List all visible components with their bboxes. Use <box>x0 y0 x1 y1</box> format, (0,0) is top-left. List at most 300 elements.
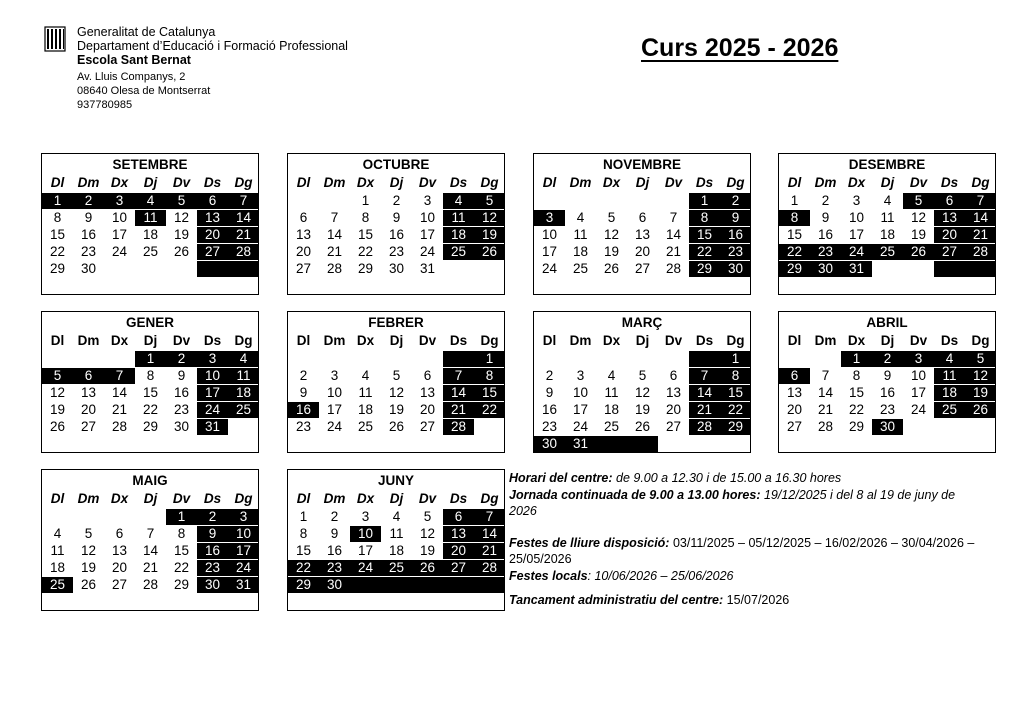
calendar-day: 6 <box>423 368 432 383</box>
calendar-day: 15 <box>142 385 159 400</box>
holiday-day: 7 <box>474 509 505 525</box>
calendar-day: 17 <box>111 227 128 242</box>
holiday-day: 6 <box>197 193 228 209</box>
calendar-day: 22 <box>848 402 865 417</box>
holiday-block <box>596 436 658 452</box>
holiday-block <box>689 351 720 367</box>
holiday-day: 9 <box>720 210 751 226</box>
weekday-dm: Dm <box>569 175 592 190</box>
admin-closure <box>509 592 979 608</box>
month-name: FEBRER <box>368 315 424 330</box>
holiday-day: 18 <box>934 385 965 401</box>
weekday-ds: Ds <box>695 175 714 190</box>
holiday-day: 10 <box>228 526 259 542</box>
calendar-day: 3 <box>361 509 370 524</box>
admin-closure-value: 15/07/2026 <box>723 593 790 607</box>
holiday-day: 25 <box>42 577 73 593</box>
month-desembre <box>778 153 996 295</box>
holiday-day: 8 <box>689 210 720 226</box>
calendar-day: 8 <box>299 526 308 541</box>
calendar-day: 6 <box>669 368 678 383</box>
holiday-day: 25 <box>381 560 412 576</box>
calendar-day: 26 <box>49 419 66 434</box>
holiday-day: 20 <box>934 227 965 243</box>
calendar-day: 29 <box>357 261 374 276</box>
holiday-day: 13 <box>934 210 965 226</box>
weekday-dg: Dg <box>971 175 990 190</box>
holiday-day: 4 <box>443 193 474 209</box>
month-name: MAIG <box>132 473 168 488</box>
calendar-day: 17 <box>541 244 558 259</box>
holiday-day: 25 <box>934 402 965 418</box>
month-name: OCTUBRE <box>362 157 430 172</box>
calendar-day: 19 <box>49 402 66 417</box>
weekday-dj: Dj <box>880 333 895 348</box>
school-hours-label: Horari del centre: <box>509 471 613 485</box>
calendar-day: 12 <box>419 526 436 541</box>
free-holidays-value: 03/11/2025 – 05/12/2025 – 16/02/2026 – 30/04/2026 – 25/05/2026 <box>509 536 975 566</box>
calendar-day: 16 <box>173 385 190 400</box>
calendar-day: 14 <box>817 385 834 400</box>
calendar-day: 21 <box>142 560 159 575</box>
calendar-day: 10 <box>848 210 865 225</box>
holiday-day: 28 <box>443 419 474 435</box>
weekday-dx: Dx <box>356 175 375 190</box>
holiday-day: 9 <box>197 526 228 542</box>
holiday-day: 30 <box>534 436 565 452</box>
month-maig <box>41 469 259 611</box>
calendar-day: 19 <box>910 227 927 242</box>
month-febrer <box>287 311 505 453</box>
holiday-day: 4 <box>934 351 965 367</box>
holiday-day: 7 <box>228 193 259 209</box>
weekday-dj: Dj <box>143 175 158 190</box>
holiday-day: 24 <box>197 402 228 418</box>
holiday-day: 23 <box>197 560 228 576</box>
weekday-dx: Dx <box>847 333 866 348</box>
calendar-day: 9 <box>392 210 401 225</box>
holiday-day: 3 <box>903 351 934 367</box>
weekday-dj: Dj <box>389 333 404 348</box>
holiday-day: 6 <box>73 368 104 384</box>
local-holidays-value: : 10/06/2026 – 25/06/2026 <box>587 569 734 583</box>
weekday-dj: Dj <box>389 175 404 190</box>
weekday-ds: Ds <box>940 175 959 190</box>
holiday-day: 1 <box>841 351 872 367</box>
calendar-day: 12 <box>80 543 97 558</box>
holiday-day: 15 <box>689 227 720 243</box>
weekday-dv: Dv <box>909 333 928 348</box>
month-abril <box>778 311 996 453</box>
holiday-day: 2 <box>197 509 228 525</box>
holiday-day: 24 <box>841 244 872 260</box>
month-setembre <box>41 153 259 295</box>
calendar-day: 18 <box>142 227 159 242</box>
calendar-day: 7 <box>821 368 830 383</box>
calendar-day: 9 <box>177 368 186 383</box>
weekday-dv: Dv <box>172 491 191 506</box>
month-gener <box>41 311 259 453</box>
calendar-day: 11 <box>880 210 895 225</box>
holiday-day: 10 <box>197 368 228 384</box>
holiday-day: 23 <box>319 560 350 576</box>
holiday-day: 2 <box>73 193 104 209</box>
holiday-day: 18 <box>228 385 259 401</box>
weekday-dv: Dv <box>664 175 683 190</box>
holiday-day: 14 <box>965 210 996 226</box>
calendar-day: 12 <box>388 385 405 400</box>
holiday-day: 5 <box>474 193 505 209</box>
holiday-block <box>443 351 474 367</box>
weekday-dm: Dm <box>77 333 100 348</box>
holiday-day: 29 <box>720 419 751 435</box>
calendar-day: 11 <box>389 526 404 541</box>
holiday-day: 23 <box>720 244 751 260</box>
holiday-day: 30 <box>810 261 841 277</box>
holiday-day: 5 <box>965 351 996 367</box>
weekday-ds: Ds <box>449 333 468 348</box>
holiday-block <box>934 261 996 277</box>
weekday-dj: Dj <box>880 175 895 190</box>
calendar-day: 13 <box>419 385 436 400</box>
holiday-day: 7 <box>689 368 720 384</box>
calendar-day: 25 <box>603 419 620 434</box>
calendar-day: 13 <box>786 385 803 400</box>
calendar-day: 12 <box>603 227 620 242</box>
holiday-day: 24 <box>228 560 259 576</box>
calendar-day: 8 <box>177 526 186 541</box>
weekday-dm: Dm <box>323 491 346 506</box>
holiday-day: 5 <box>42 368 73 384</box>
weekday-dj: Dj <box>389 491 404 506</box>
free-holidays <box>509 535 979 567</box>
weekday-dm: Dm <box>323 175 346 190</box>
holiday-day: 3 <box>197 351 228 367</box>
calendar-day: 9 <box>84 210 93 225</box>
holiday-day: 17 <box>228 543 259 559</box>
calendar-day: 7 <box>146 526 155 541</box>
calendar-day: 27 <box>665 419 682 434</box>
calendar-day: 9 <box>821 210 830 225</box>
calendar-day: 9 <box>299 385 308 400</box>
continuous-schedule-label: Jornada continuada de 9.00 a 13.00 hores: <box>509 488 761 502</box>
holiday-day: 29 <box>779 261 810 277</box>
weekday-dg: Dg <box>480 333 499 348</box>
holiday-day: 8 <box>720 368 751 384</box>
holiday-day: 22 <box>689 244 720 260</box>
calendar-day: 19 <box>173 227 190 242</box>
calendar-day: 4 <box>53 526 62 541</box>
weekday-dl: Dl <box>50 491 65 506</box>
holiday-day: 4 <box>135 193 166 209</box>
holiday-day: 22 <box>779 244 810 260</box>
month-name: SETEMBRE <box>112 157 188 172</box>
calendar-day: 10 <box>572 385 589 400</box>
calendar-day: 18 <box>603 402 620 417</box>
calendar-day: 4 <box>392 509 401 524</box>
calendar-day: 28 <box>326 261 343 276</box>
calendar-day: 8 <box>852 368 861 383</box>
calendar-day: 6 <box>638 210 647 225</box>
admin-closure-label: Tancament administratiu del centre: <box>509 593 724 607</box>
calendar-day: 1 <box>299 509 308 524</box>
school-phone: 937780985 <box>77 99 133 111</box>
holiday-day: 2 <box>720 193 751 209</box>
calendar-day: 30 <box>388 261 405 276</box>
calendar-day: 8 <box>53 210 62 225</box>
month-name: MARÇ <box>621 315 663 330</box>
holiday-day: 23 <box>810 244 841 260</box>
calendar-day: 10 <box>419 210 436 225</box>
weekday-ds: Ds <box>449 491 468 506</box>
department-name: Departament d’Educació i Formació Professional <box>77 39 348 53</box>
calendar-day: 13 <box>634 227 651 242</box>
month-octubre <box>287 153 505 295</box>
calendar-day: 23 <box>295 419 312 434</box>
weekday-dl: Dl <box>296 491 311 506</box>
calendar-day: 26 <box>173 244 190 259</box>
calendar-day: 29 <box>173 577 190 592</box>
calendar-day: 31 <box>419 261 436 276</box>
calendar-day: 26 <box>603 261 620 276</box>
holiday-day: 22 <box>288 560 319 576</box>
calendar-day: 26 <box>388 419 405 434</box>
calendar-day: 18 <box>357 402 374 417</box>
weekday-dl: Dl <box>787 333 802 348</box>
school-hours <box>509 470 979 486</box>
calendar-day: 9 <box>545 385 554 400</box>
holiday-day: 12 <box>965 368 996 384</box>
calendar-day: 5 <box>84 526 93 541</box>
weekday-dm: Dm <box>814 175 837 190</box>
weekday-dl: Dl <box>542 333 557 348</box>
holiday-day: 13 <box>197 210 228 226</box>
calendar-day: 12 <box>173 210 190 225</box>
calendar-day: 27 <box>634 261 651 276</box>
holiday-day: 21 <box>474 543 505 559</box>
calendar-day: 29 <box>49 261 66 276</box>
holiday-day: 1 <box>720 351 751 367</box>
holiday-day: 25 <box>872 244 903 260</box>
calendar-day: 15 <box>786 227 803 242</box>
calendar-day: 23 <box>541 419 558 434</box>
calendar-day: 23 <box>388 244 405 259</box>
weekday-dg: Dg <box>726 175 745 190</box>
calendar-day: 24 <box>111 244 128 259</box>
weekday-dx: Dx <box>110 175 129 190</box>
calendar-day: 29 <box>848 419 865 434</box>
calendar-day: 25 <box>357 419 374 434</box>
holiday-day: 2 <box>166 351 197 367</box>
holiday-day: 31 <box>228 577 259 593</box>
calendar-day: 10 <box>910 368 927 383</box>
weekday-dv: Dv <box>172 175 191 190</box>
generalitat-logo <box>44 26 66 52</box>
calendar-day: 11 <box>573 227 588 242</box>
weekday-dx: Dx <box>602 175 621 190</box>
holiday-day: 8 <box>779 210 810 226</box>
weekday-dm: Dm <box>77 491 100 506</box>
weekday-dj: Dj <box>635 333 650 348</box>
weekday-dm: Dm <box>569 333 592 348</box>
calendar-day: 13 <box>665 385 682 400</box>
continuous-schedule-value: 19/12/2025 i del 8 al 19 de juny de 2026 <box>509 488 956 518</box>
holiday-day: 14 <box>474 526 505 542</box>
calendar-day: 26 <box>634 419 651 434</box>
holiday-day: 1 <box>42 193 73 209</box>
holiday-day: 30 <box>720 261 751 277</box>
holiday-day: 21 <box>443 402 474 418</box>
holiday-day: 1 <box>474 351 505 367</box>
weekday-dx: Dx <box>356 333 375 348</box>
calendar-day: 4 <box>361 368 370 383</box>
calendar-day: 28 <box>665 261 682 276</box>
holiday-day: 11 <box>443 210 474 226</box>
calendar-day: 17 <box>848 227 865 242</box>
calendar-day: 19 <box>634 402 651 417</box>
calendar-day: 8 <box>361 210 370 225</box>
holiday-day: 22 <box>720 402 751 418</box>
calendar-day: 6 <box>115 526 124 541</box>
calendar-day: 2 <box>299 368 308 383</box>
weekday-dv: Dv <box>172 333 191 348</box>
calendar-day: 20 <box>295 244 312 259</box>
month-name: JUNY <box>377 473 414 488</box>
calendar-day: 10 <box>326 385 343 400</box>
holiday-day: 15 <box>474 385 505 401</box>
calendar-day: 21 <box>817 402 834 417</box>
calendar-day: 25 <box>142 244 159 259</box>
holiday-day: 14 <box>228 210 259 226</box>
weekday-dx: Dx <box>110 333 129 348</box>
holiday-day: 31 <box>565 436 596 452</box>
weekday-dg: Dg <box>234 491 253 506</box>
holiday-day: 30 <box>319 577 350 593</box>
calendar-day: 15 <box>295 543 312 558</box>
weekday-dj: Dj <box>143 333 158 348</box>
school-city: 08640 Olesa de Montserrat <box>77 85 211 97</box>
calendar-day: 16 <box>541 402 558 417</box>
school-address: Av. Lluis Companys, 2 <box>77 71 186 83</box>
holiday-day: 16 <box>720 227 751 243</box>
calendar-day: 9 <box>883 368 892 383</box>
weekday-dg: Dg <box>480 175 499 190</box>
weekday-dl: Dl <box>296 333 311 348</box>
calendar-day: 21 <box>326 244 343 259</box>
weekday-dj: Dj <box>635 175 650 190</box>
holiday-day: 27 <box>197 244 228 260</box>
holiday-day: 15 <box>720 385 751 401</box>
weekday-dl: Dl <box>296 175 311 190</box>
weekday-dx: Dx <box>602 333 621 348</box>
holiday-day: 19 <box>965 385 996 401</box>
calendar-day: 30 <box>80 261 97 276</box>
calendar-day: 7 <box>669 210 678 225</box>
calendar-day: 8 <box>146 368 155 383</box>
holiday-day: 12 <box>474 210 505 226</box>
calendar-day: 28 <box>111 419 128 434</box>
weekday-dx: Dx <box>356 491 375 506</box>
month-name: DESEMBRE <box>848 157 926 172</box>
weekday-dv: Dv <box>418 491 437 506</box>
holiday-day: 5 <box>166 193 197 209</box>
calendar-day: 28 <box>142 577 159 592</box>
calendar-day: 27 <box>786 419 803 434</box>
holiday-block <box>350 577 505 593</box>
weekday-dl: Dl <box>50 333 65 348</box>
weekday-ds: Ds <box>695 333 714 348</box>
holiday-day: 17 <box>197 385 228 401</box>
calendar-day: 27 <box>295 261 312 276</box>
calendar-day: 24 <box>572 419 589 434</box>
calendar-day: 24 <box>419 244 436 259</box>
month-marc <box>533 311 751 453</box>
month-name: ABRIL <box>866 315 908 330</box>
course-title: Curs 2025 - 2026 <box>641 34 839 62</box>
holiday-day: 11 <box>135 210 166 226</box>
holiday-day: 24 <box>350 560 381 576</box>
holiday-day: 3 <box>534 210 565 226</box>
calendar-day: 16 <box>326 543 343 558</box>
month-name: NOVEMBRE <box>602 157 681 172</box>
holiday-day: 1 <box>135 351 166 367</box>
calendar-day: 18 <box>572 244 589 259</box>
calendar-day: 28 <box>817 419 834 434</box>
holiday-day: 26 <box>412 560 443 576</box>
holiday-day: 7 <box>104 368 135 384</box>
calendar-day: 4 <box>607 368 616 383</box>
weekday-dv: Dv <box>909 175 928 190</box>
calendar-day: 27 <box>111 577 128 592</box>
holiday-day: 31 <box>197 419 228 435</box>
holiday-day: 26 <box>903 244 934 260</box>
weekday-dl: Dl <box>542 175 557 190</box>
weekday-dg: Dg <box>971 333 990 348</box>
weekday-ds: Ds <box>940 333 959 348</box>
weekday-dv: Dv <box>664 333 683 348</box>
holiday-day: 1 <box>689 193 720 209</box>
holiday-day: 3 <box>104 193 135 209</box>
continuous-schedule <box>509 487 979 519</box>
calendar-day: 14 <box>111 385 128 400</box>
holiday-day: 14 <box>443 385 474 401</box>
weekday-dg: Dg <box>234 175 253 190</box>
calendar-day: 3 <box>423 193 432 208</box>
calendar-day: 23 <box>879 402 896 417</box>
holiday-day: 21 <box>689 402 720 418</box>
calendar-day: 20 <box>80 402 97 417</box>
free-holidays-label: Festes de lliure disposició: <box>509 536 670 550</box>
weekday-ds: Ds <box>203 175 222 190</box>
calendar-day: 16 <box>80 227 97 242</box>
month-juny <box>287 469 505 611</box>
calendar-day: 2 <box>545 368 554 383</box>
local-holidays-label: Festes locals <box>509 569 588 583</box>
weekday-dg: Dg <box>480 491 499 506</box>
calendar-day: 5 <box>607 210 616 225</box>
calendar-day: 12 <box>49 385 66 400</box>
calendar-day: 21 <box>111 402 128 417</box>
calendar-day: 5 <box>638 368 647 383</box>
holiday-day: 18 <box>443 227 474 243</box>
weekday-dx: Dx <box>110 491 129 506</box>
weekday-dm: Dm <box>77 175 100 190</box>
calendar-day: 12 <box>910 210 927 225</box>
calendar-day: 18 <box>388 543 405 558</box>
calendar-day: 11 <box>50 543 65 558</box>
calendar-day: 6 <box>299 210 308 225</box>
holiday-day: 25 <box>443 244 474 260</box>
